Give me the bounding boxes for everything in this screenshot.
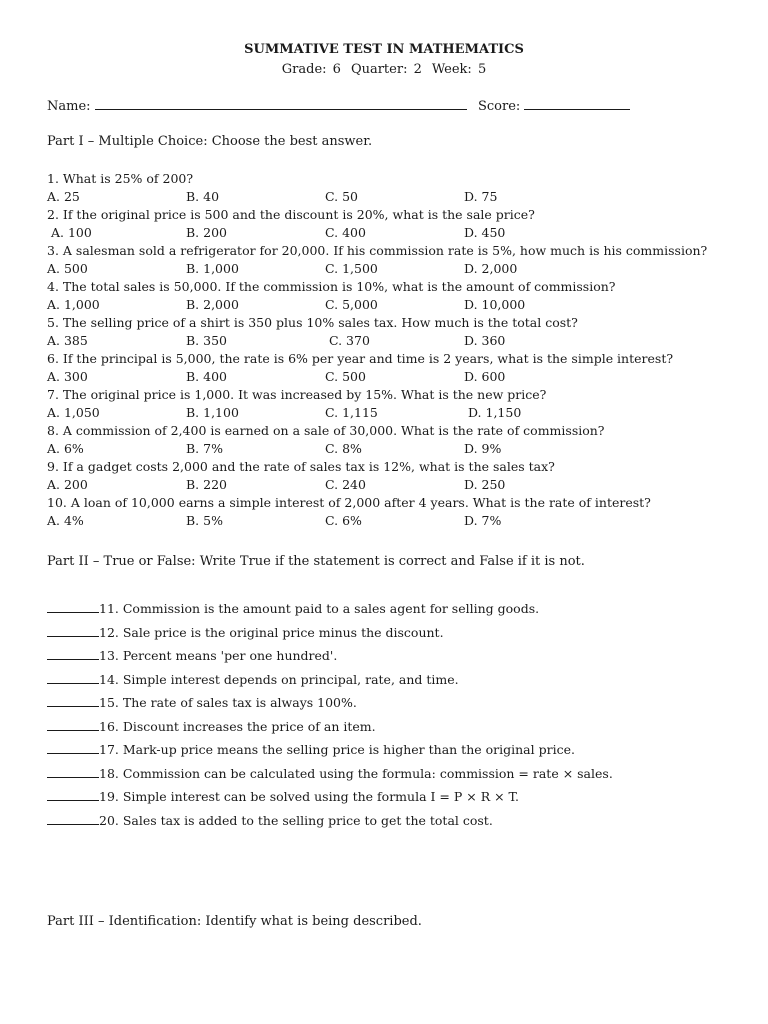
statement-text: 12. Sale price is the original price minus the discount. bbox=[99, 624, 444, 640]
answer-blank[interactable] bbox=[47, 741, 99, 754]
name-field[interactable] bbox=[95, 98, 467, 110]
option-d[interactable]: D. 7% bbox=[464, 513, 502, 528]
answer-options bbox=[47, 476, 747, 494]
option-d[interactable]: D. 360 bbox=[464, 333, 506, 348]
score-label: Score: bbox=[478, 99, 521, 114]
answer-options bbox=[47, 440, 747, 458]
option-a[interactable]: A. 385 bbox=[47, 333, 88, 348]
question-text: 1. What is 25% of 200? bbox=[47, 171, 194, 186]
option-a[interactable]: A. 1,000 bbox=[47, 297, 100, 312]
option-b[interactable]: B. 2,000 bbox=[186, 297, 239, 312]
true-false-item bbox=[47, 600, 747, 624]
option-d[interactable]: D. 75 bbox=[464, 189, 498, 204]
option-b[interactable]: B. 5% bbox=[186, 513, 223, 528]
option-d[interactable]: D. 9% bbox=[464, 441, 502, 456]
option-c[interactable]: C. 8% bbox=[325, 441, 362, 456]
option-b[interactable]: B. 40 bbox=[186, 189, 220, 204]
quarter-label: Quarter: 2 bbox=[350, 62, 422, 77]
option-d[interactable]: D. 2,000 bbox=[464, 261, 518, 276]
answer-blank[interactable] bbox=[47, 694, 99, 707]
question-text: 3. A salesman sold a refrigerator for 20,000. If his commission rate is 5%, how much is his commission? bbox=[47, 243, 708, 258]
statement-text: 14. Simple interest depends on principal, rate, and time. bbox=[99, 671, 459, 687]
answer-blank[interactable] bbox=[47, 788, 99, 801]
option-b[interactable]: B. 1,100 bbox=[186, 405, 239, 420]
option-b[interactable]: B. 7% bbox=[186, 441, 223, 456]
answer-blank[interactable] bbox=[47, 718, 99, 731]
option-a[interactable]: A. 4% bbox=[47, 513, 84, 528]
statement-text: 16. Discount increases the price of an item. bbox=[99, 718, 376, 734]
question-text: 6. If the principal is 5,000, the rate is 6% per year and time is 2 years, what is the simple interest? bbox=[47, 351, 674, 366]
answer-options bbox=[47, 188, 747, 206]
statement-text: 15. The rate of sales tax is always 100%. bbox=[99, 695, 357, 710]
true-false-item bbox=[47, 788, 747, 812]
answer-options bbox=[47, 224, 747, 242]
statement-text: 18. Commission can be calculated using the formula: commission = rate × sales. bbox=[99, 765, 613, 781]
true-false-item bbox=[47, 694, 747, 718]
statement-text: 13. Percent means 'per one hundred'. bbox=[99, 648, 338, 663]
option-a[interactable]: A. 1,050 bbox=[47, 405, 100, 420]
answer-options bbox=[47, 332, 747, 350]
true-false-item bbox=[47, 647, 747, 671]
option-d[interactable]: D. 1,150 bbox=[464, 405, 522, 420]
answer-blank[interactable] bbox=[47, 812, 99, 825]
option-a[interactable]: A. 25 bbox=[47, 189, 80, 204]
part3-instruction: Part III – Identification: Identify what is being described. bbox=[47, 914, 422, 929]
option-b[interactable]: B. 200 bbox=[186, 225, 227, 240]
option-c[interactable]: C. 1,115 bbox=[325, 405, 378, 420]
option-c[interactable]: C. 6% bbox=[325, 513, 362, 528]
option-d[interactable]: D. 600 bbox=[464, 369, 506, 384]
answer-options bbox=[47, 368, 747, 386]
score-field[interactable] bbox=[524, 98, 630, 110]
question-text: 2. If the original price is 500 and the discount is 20%, what is the sale price? bbox=[47, 207, 535, 222]
option-d[interactable]: D. 250 bbox=[464, 477, 506, 492]
multiple-choice-list bbox=[47, 170, 747, 530]
answer-options bbox=[47, 404, 747, 422]
question-text: 7. The original price is 1,000. It was increased by 15%. What is the new price? bbox=[47, 387, 547, 402]
option-c[interactable]: C. 500 bbox=[325, 369, 366, 384]
option-d[interactable]: D. 450 bbox=[464, 225, 506, 240]
statement-text: 19. Simple interest can be solved using the formula I = P × R × T. bbox=[99, 789, 519, 804]
option-c[interactable]: C. 1,500 bbox=[325, 261, 378, 276]
answer-options bbox=[47, 296, 747, 314]
option-c[interactable]: C. 50 bbox=[325, 189, 358, 204]
option-b[interactable]: B. 400 bbox=[186, 369, 227, 384]
statement-text: 17. Mark-up price means the selling price is higher than the original price. bbox=[99, 742, 575, 757]
answer-options bbox=[47, 512, 747, 530]
statement-text: 11. Commission is the amount paid to a sales agent for selling goods. bbox=[99, 601, 540, 616]
true-false-item bbox=[47, 624, 747, 648]
option-b[interactable]: B. 1,000 bbox=[186, 261, 239, 276]
part1-instruction: Part I – Multiple Choice: Choose the best answer. bbox=[47, 134, 373, 149]
option-b[interactable]: B. 350 bbox=[186, 333, 227, 348]
grade-label: Grade: 6 bbox=[281, 62, 341, 77]
answer-blank[interactable] bbox=[47, 600, 99, 613]
answer-options bbox=[47, 260, 747, 278]
answer-blank[interactable] bbox=[47, 647, 99, 660]
answer-blank[interactable] bbox=[47, 671, 99, 684]
option-a[interactable]: A. 200 bbox=[47, 477, 88, 492]
question-text: 5. The selling price of a shirt is 350 plus 10% sales tax. How much is the total cost? bbox=[47, 315, 578, 330]
question-text: 10. A loan of 10,000 earns a simple interest of 2,000 after 4 years. What is the rate of interest? bbox=[47, 495, 651, 510]
question-text: 9. If a gadget costs 2,000 and the rate of sales tax is 12%, what is the sales tax? bbox=[47, 459, 555, 474]
question-text: 8. A commission of 2,400 is earned on a sale of 30,000. What is the rate of commission? bbox=[47, 423, 605, 438]
statement-text: 20. Sales tax is added to the selling price to get the total cost. bbox=[99, 812, 493, 828]
option-a[interactable]: A. 6% bbox=[47, 441, 84, 456]
true-false-list bbox=[47, 600, 747, 835]
name-row bbox=[47, 98, 467, 114]
option-c[interactable]: C. 5,000 bbox=[325, 297, 378, 312]
name-label: Name: bbox=[47, 99, 91, 114]
true-false-item bbox=[47, 671, 747, 695]
option-c[interactable]: C. 240 bbox=[325, 477, 366, 492]
true-false-item bbox=[47, 741, 747, 765]
true-false-item bbox=[47, 765, 747, 789]
option-b[interactable]: B. 220 bbox=[186, 477, 227, 492]
option-a[interactable]: A. 300 bbox=[47, 369, 88, 384]
option-a[interactable]: A. 500 bbox=[47, 261, 88, 276]
option-d[interactable]: D. 10,000 bbox=[464, 297, 526, 312]
option-c[interactable]: C. 370 bbox=[325, 333, 370, 348]
option-c[interactable]: C. 400 bbox=[325, 225, 366, 240]
answer-blank[interactable] bbox=[47, 765, 99, 778]
question-text: 4. The total sales is 50,000. If the commission is 10%, what is the amount of commission? bbox=[47, 279, 616, 294]
score-row bbox=[478, 98, 630, 114]
option-a[interactable]: A. 100 bbox=[47, 225, 92, 240]
answer-blank[interactable] bbox=[47, 624, 99, 637]
true-false-item bbox=[47, 812, 747, 836]
page-title: SUMMATIVE TEST IN MATHEMATICS bbox=[244, 42, 524, 57]
week-label: Week: 5 bbox=[431, 62, 487, 77]
part2-instruction: Part II – True or False: Write True if the statement is correct and False if it is not. bbox=[47, 554, 585, 569]
test-meta bbox=[0, 62, 768, 77]
true-false-item bbox=[47, 718, 747, 742]
